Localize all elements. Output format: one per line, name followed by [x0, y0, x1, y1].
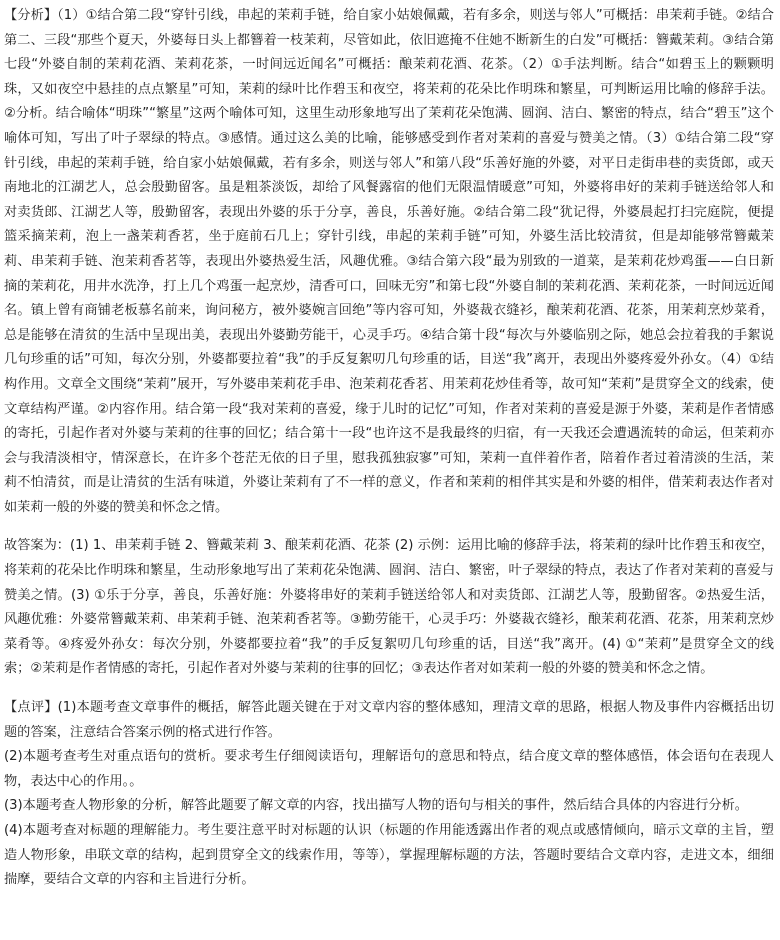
comment-line-1: 【点评】(1)本题考查文章事件的概括，解答此题关键在于对文章内容的整体感知，理清文章的思路，根据人物及事件内容概括出切题的答案，注意结合答案示例的格式进行作答。 [4, 700, 774, 740]
comment-line-3: (3)本题考查人物形象的分析，解答此题要了解文章的内容，找出描写人物的语句与相关的事件，然后结合具体的内容进行分析。 [4, 798, 748, 814]
answer-paragraph: 故答案为：(1) 1、串茉莉手链 2、簪戴茉莉 3、酿茉莉花酒、花茶 (2) 示例：运用比喻的修辞手法，将茉莉的绿叶比作碧玉和夜空，将茉莉的花朵比作明珠和繁星，生动形象地写出了茉莉花朵饱满、圆润、洁白、繁密，叶子翠绿的特点，表达了作者对茉莉的喜爱与赞美之情。(3) ①乐于分享，善良，乐善好施：外婆将串好的茉莉手链送给邻人和对卖货郎、江湖艺人等，殷勤留客。②热爱生活，风趣优雅：外婆常簪戴茉莉、串茉莉手链、泡茉莉香茗等。③勤劳能干，心灵手巧：外婆裁衣缝衫，酿茉莉花酒、花茶，用茉莉烹炒菜肴等。④疼爱外孙女：每次分别，外婆都要拉着“我”的手反复絮叨几句珍重的话，目送“我”离开。(4) ①“茉莉”是贯穿全文的线索；②茉莉是作者情感的寄托，引起作者对外婆与茉莉的往事的回忆；③表达作者对如茉莉一般的外婆的赞美和怀念之情。 [4, 538, 774, 677]
comment-line-4: (4)本题考查对标题的理解能力。考生要注意平时对标题的认识（标题的作用能透露出作者的观点或感情倾向，暗示文章的主旨，塑造人物形象，串联文章的结构，起到贯穿全文的线索作用，等等），掌握理解标题的方法，答题时要结合文章内容，走进文本，细细揣摩，要结合文章的内容和主旨进行分析。 [4, 823, 774, 888]
analysis-paragraph: 【分析】（1）①结合第二段“穿针引线，串起的茉莉手链，给自家小姑娘佩戴，若有多余，则送与邻人”可概括：串茉莉手链。②结合第二、三段“那些个夏天，外婆每日头上都簪着一枝茉莉，尽管如此，依旧遮掩不住她不断新生的白发”可概括：簪戴茉莉。③结合第七段“外婆自制的茉莉花酒、茉莉花茶，一时间远近闻名”可概括：酿茉莉花酒、花茶。（2）①手法判断。结合“如碧玉上的颗颗明珠，又如夜空中悬挂的点点繁星”可知，茉莉的绿叶比作碧玉和夜空，将茉莉的花朵比作明珠和繁星，可判断运用比喻的修辞手法。②分析。结合喻体“明珠”“繁星”这两个喻体可知，这里生动形象地写出了茉莉花朵饱满、圆润、洁白、繁密的特点，结合“碧玉”这个喻体可知，写出了叶子翠绿的特点。③感情。通过这么美的比喻，能够感受到作者对茉莉的喜爱与赞美之情。（3）①结合第二段“穿针引线，串起的茉莉手链，给自家小姑娘佩戴，若有多余，则送与邻人”和第八段“乐善好施的外婆，对平日走街串巷的卖货郎，或天南地北的江湖艺人，总会殷勤留客。虽是粗茶淡饭，却给了风餐露宿的他们无限温情暖意”可知，外婆将串好的茉莉手链送给邻人和对卖货郎、江湖艺人等，殷勤留客，表现出外婆的乐于分享，善良，乐善好施。②结合第二段“犹记得，外婆晨起打扫完庭院，便提篮采摘茉莉，泡上一盏茉莉香茗，坐于庭前石几上；穿针引线，串起的茉莉手链”可知，外婆生活比较清贫，但是却能够常簪戴茉莉、串茉莉手链、泡茉莉香茗等，表现出外婆热爱生活，风趣优雅。③结合第六段“最为别致的一道菜，是茉莉花炒鸡蛋——白日新摘的茉莉花，用井水洗净，打上几个鸡蛋一起烹炒，清香可口，回味无穷”和第七段“外婆自制的茉莉花酒、茉莉花茶，一时间远近闻名。镇上曾有商铺老板慕名前来，询问秘方，被外婆婉言回绝”等内容可知，外婆裁衣缝衫，酿茉莉花酒、花茶，用茉莉烹炒菜肴，总是能够在清贫的生活中呈现出美，表现出外婆勤劳能干，心灵手巧。④结合第十段“每次与外婆临别之际，她总会拉着我的手絮说几句珍重的话”可知，每次分别，外婆都要拉着“我”的手反复絮叨几句珍重的话，目送“我”离开，表现出外婆疼爱外孙女。（4）①结构作用。文章全文围绕“茉莉”展开，写外婆串茉莉花手串、泡茉莉花香茗、用茉莉花炒佳肴等，故可知“茉莉”是贯穿全文的线索，使文章结构严谨。②内容作用。结合第一段“我对茉莉的喜爱，缘于儿时的记忆”可知，作者对茉莉的喜爱是源于外婆，茉莉是作者情感的寄托，引起作者对外婆与茉莉的往事的回忆；结合第十一段“也许这不是我最终的归宿，有一天我还会遭遇流转的命运，但茉莉亦会与我清淡相守，情深意长，在许多个苍茫无依的日子里，慰我孤独寂寥”可知，茉莉一直伴着作者，陪着作者过着清淡的生活，茉莉不怕清贫，而是让清贫的生活有味道，外婆让茉莉有了不一样的意义，作者和茉莉的相伴其实是和外婆的相伴，借茉莉表达作者对如茉莉一般的外婆的赞美和怀念之情。 [4, 8, 774, 515]
section-gap [4, 520, 774, 534]
comment-section [4, 696, 774, 893]
comment-line-2: (2)本题考查考生对重点语句的赏析。要求考生仔细阅读语句，理解语句的意思和特点，结合度文章的整体感悟，体会语句在表现人物，表达中心的作用。。 [4, 749, 774, 789]
section-gap [4, 682, 774, 696]
